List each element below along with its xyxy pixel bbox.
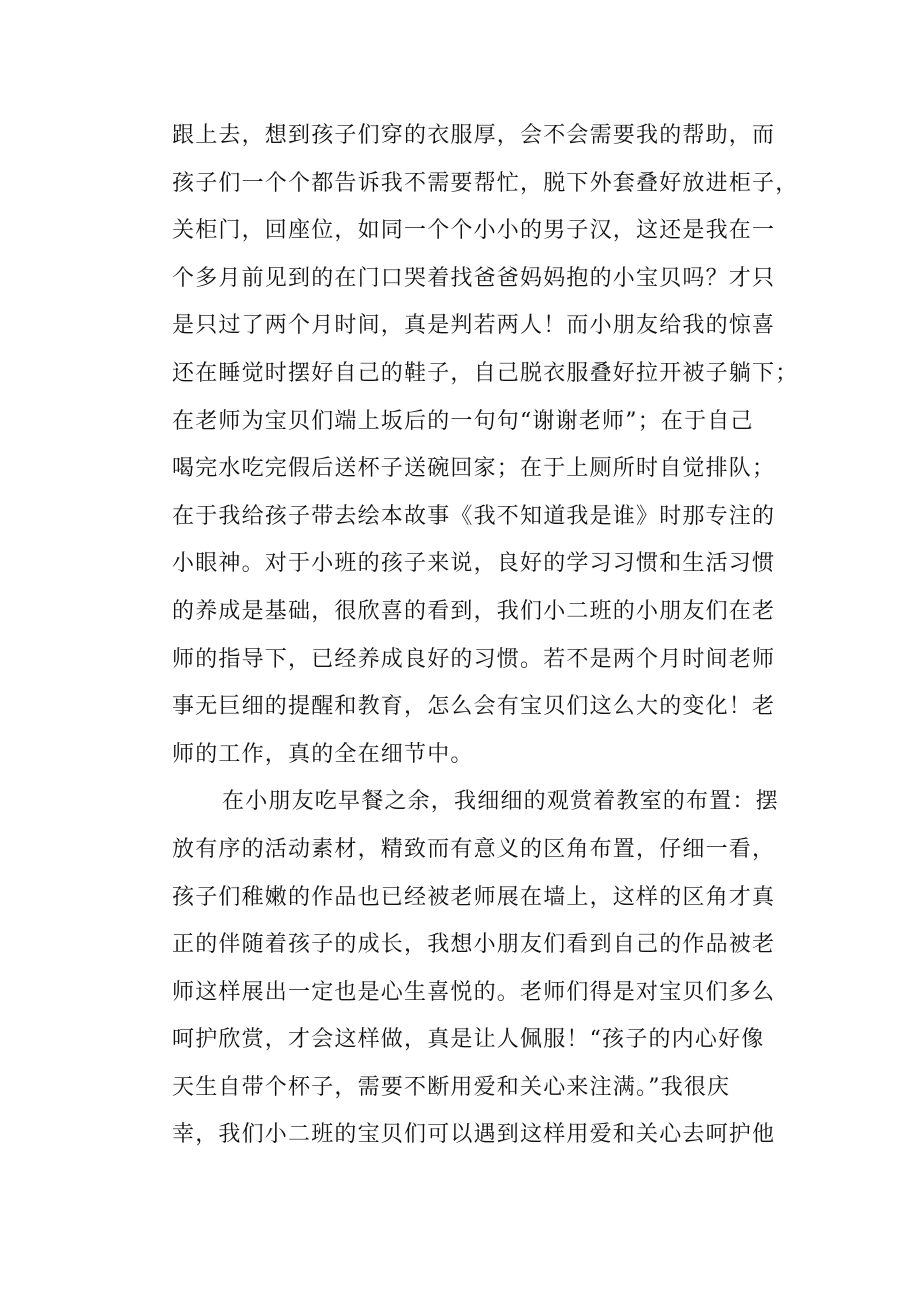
text-line: 在老师为宝贝们端上坂后的一句句“谢谢老师”；在于自己 (172, 408, 754, 434)
text-line: 师的工作，真的全在细节中。 (172, 741, 474, 767)
text-line: 的养成是基础，很欣喜的看到，我们小二班的小朋友们在老 (172, 598, 776, 624)
text-line: 正的伴随着孩子的成长，我想小朋友们看到自己的作品被老 (172, 932, 776, 958)
text-line: 幸，我们小二班的宝贝们可以遇到这样用爱和关心去呵护他 (172, 1122, 776, 1148)
text-line: 小眼神。对于小班的孩子来说，良好的学习习惯和生活习惯 (172, 551, 776, 577)
text-line: 天生自带个杯子，需要不断用爱和关心来注满。”我很庆 (172, 1074, 731, 1100)
text-line: 师的指导下，已经养成良好的习惯。若不是两个月时间老师 (172, 646, 776, 672)
text-line: 跟上去，想到孩子们穿的衣服厚，会不会需要我的帮助，而 (172, 123, 776, 148)
paragraph-first-line: 在小朋友吃早餐之余，我细细的观赏着教室的布置：摆 (222, 789, 779, 815)
text-line: 个多月前见到的在门口哭着找爸爸妈妈抱的小宝贝吗？才只 (172, 265, 776, 291)
text-line: 孩子们稚嫩的作品也已经被老师展在墙上，这样的区角才真 (172, 884, 776, 910)
text-line: 还在睡觉时摆好自己的鞋子，自己脱衣服叠好拉开被子躺下； (172, 360, 799, 386)
text-line: 是只过了两个月时间，真是判若两人！而小朋友给我的惊喜 (172, 313, 776, 339)
text-line: 师这样展出一定也是心生喜悦的。老师们得是对宝贝们多么 (172, 979, 776, 1005)
text-line: 喝完水吃完假后送杯子送碗回家；在于上厕所时自觉排队； (172, 456, 776, 482)
text-line: 关柜门，回座位，如同一个个小小的男子汉，这还是我在一 (172, 218, 776, 244)
text-line: 孩子们一个个都告诉我不需要帮忙，脱下外套叠好放进柜子， (172, 170, 799, 196)
text-line: 事无巨细的提醒和教育，怎么会有宝贝们这么大的变化！老 (172, 694, 776, 720)
body-text (172, 112, 812, 1159)
text-line: 在于我给孩子带去绘本故事《我不知道我是谁》时那专注的 (172, 503, 776, 529)
text-line: 放有序的活动素材，精致而有意义的区角布置，仔细一看， (172, 836, 776, 862)
text-line: 呵护欣赏，才会这样做，真是让人佩服！“孩子的内心好像 (172, 1027, 765, 1053)
